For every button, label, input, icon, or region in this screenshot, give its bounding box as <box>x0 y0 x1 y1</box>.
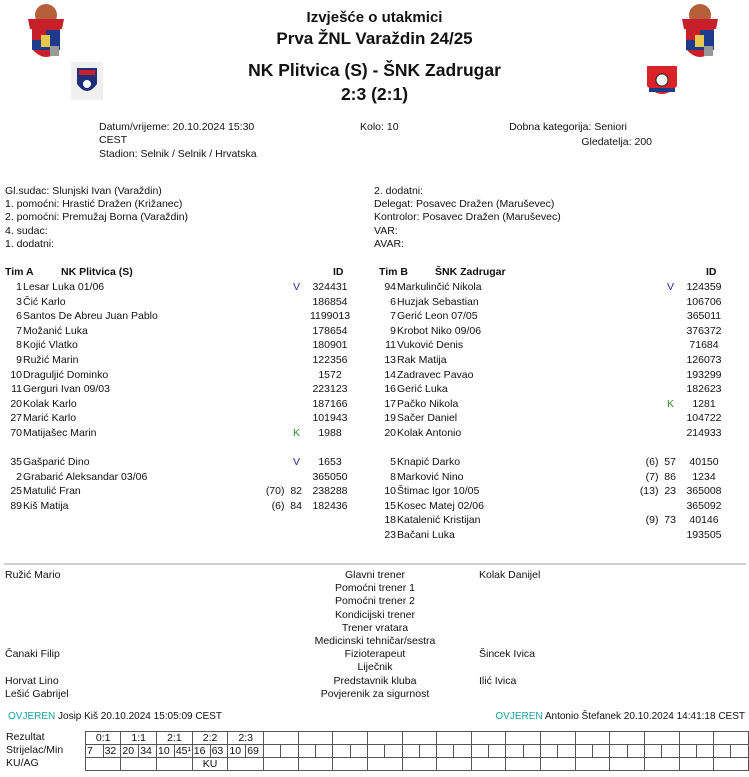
subs-substitution: (7) 86 <box>645 470 676 483</box>
league-title: Prva ŽNL Varaždin 24/25 <box>276 29 473 48</box>
scorer-minute-cell: 32 <box>103 745 121 758</box>
starters-player-id: 178654 <box>312 324 348 337</box>
verified-by-left: Josip Kiš 20.10.2024 15:05:09 CEST <box>58 711 223 722</box>
starters-name: Gerić Leon 07/05 <box>397 310 478 323</box>
score-label-kuag: KU/AG <box>6 757 39 769</box>
scorer-minute-cell <box>627 745 644 758</box>
starters-number: 6 <box>16 310 22 323</box>
official-right-item: Delegat: Posavec Dražen (Maruševec) <box>374 198 555 211</box>
team-b-name: ŠNK Zadrugar <box>435 266 506 278</box>
ku-ag-cell <box>157 758 193 771</box>
scorer-minute-cell <box>541 745 558 758</box>
starters-player-id: 376372 <box>686 324 722 337</box>
subs-name: Kosec Matej 02/06 <box>397 499 484 512</box>
score-result-cell <box>610 732 645 745</box>
starters-name: Santos De Abreu Juan Pablo <box>23 310 158 323</box>
starters-substitution <box>604 382 676 397</box>
verified-status-left: OVJEREN <box>8 711 56 722</box>
starters-substitution <box>230 382 302 397</box>
starters-name: Gerguri Ivan 09/03 <box>23 383 110 396</box>
starters-player-id: 1281 <box>692 397 716 410</box>
scorer-minute-cell <box>471 745 488 758</box>
scorer-minute-cell <box>454 745 471 758</box>
ku-ag-cell <box>575 758 610 771</box>
scorer-minute-cell <box>298 745 315 758</box>
starters-substitution <box>230 338 302 353</box>
starters-substitution <box>230 324 302 339</box>
score-result-cell <box>264 732 299 745</box>
starters-substitution <box>230 295 302 310</box>
starters-number: 19 <box>384 412 396 425</box>
starters-substitution <box>604 368 676 383</box>
subs-number: 10 <box>384 485 396 498</box>
verified-by-right: Antonio Štefanek 20.10.2024 14:41:18 CEST <box>544 711 745 722</box>
scorer-minute-cell <box>264 745 281 758</box>
official-left-item: 2. pomoćni: Premužaj Borna (Varaždin) <box>5 211 189 224</box>
match-round: Kolo: 10 <box>360 121 399 133</box>
staff-team-a: Horvat Lino <box>5 674 59 687</box>
starters-substitution <box>230 353 302 368</box>
staff-team-a: Lešić Gabrijel <box>5 687 69 700</box>
staff-role: Kondicijski trener <box>335 608 415 621</box>
subs-substitution: (9) 73 <box>645 514 676 527</box>
ku-ag-cell <box>437 758 472 771</box>
starters-name: Zadravec Pavao <box>397 368 474 381</box>
subs-player-id: 40150 <box>689 456 719 468</box>
score-result-cell: 1:1 <box>121 732 157 745</box>
ku-ag-cell <box>506 758 541 771</box>
official-left-item: 1. dodatni: <box>5 237 55 250</box>
starters-name: Vuković Denis <box>397 339 464 352</box>
starters-name: Gerić Luka <box>397 383 448 396</box>
starters-number: 7 <box>16 324 22 337</box>
starters-name: Huzjak Sebastian <box>397 295 479 308</box>
subs-player-id: 40146 <box>689 514 719 527</box>
starters-substitution <box>604 324 676 339</box>
starters-player-id: 122356 <box>312 354 348 366</box>
starters-number: 17 <box>384 397 396 410</box>
score-result-cell <box>471 732 506 745</box>
subs-player-id: 1234 <box>692 470 716 483</box>
staff-role: Predstavnik kluba <box>333 674 417 687</box>
subs-substitution <box>230 470 302 485</box>
starters-name: Možanić Luka <box>23 324 88 337</box>
score-result-cell: 0:1 <box>86 732 121 745</box>
match-timezone: CEST <box>99 134 128 146</box>
official-right-item: Kontrolor: Posavec Dražen (Maruševec) <box>374 211 561 224</box>
scorer-minute-cell <box>437 745 454 758</box>
official-left-item: Gl.sudac: Slunjski Ivan (Varaždin) <box>5 185 162 197</box>
starters-substitution <box>230 280 302 295</box>
starters-name: Kolak Antonio <box>397 427 462 439</box>
starters-substitution <box>604 338 676 353</box>
subs-player-id: 193505 <box>686 529 722 541</box>
starters-player-id: 106706 <box>686 295 722 308</box>
subs-name: Katalenić Kristijan <box>397 514 481 527</box>
official-left-item: 4. sudac: <box>5 224 48 237</box>
official-right-item: AVAR: <box>374 237 404 250</box>
starters-number: 20 <box>384 427 396 439</box>
starters-substitution <box>230 368 302 383</box>
starters-number: 14 <box>384 368 396 381</box>
ku-ag-cell <box>471 758 506 771</box>
scorer-minute-cell: 10 <box>157 745 175 758</box>
subs-player-id: 365092 <box>686 499 722 512</box>
score-result-cell <box>714 732 749 745</box>
starters-name: Ružić Marin <box>23 354 79 366</box>
scorer-minute-cell <box>662 745 679 758</box>
starters-player-id: 71684 <box>689 339 719 352</box>
scorer-minute-cell: 34 <box>139 745 157 758</box>
subs-substitution <box>604 528 676 543</box>
scorer-minute-cell <box>489 745 506 758</box>
subs-substitution: (6) 57 <box>645 456 676 468</box>
ku-ag-cell <box>402 758 437 771</box>
starters-number: 1 <box>16 281 22 293</box>
scorer-minute-cell <box>610 745 627 758</box>
scorer-minute-cell <box>402 745 419 758</box>
starters-player-id: 1988 <box>318 427 342 439</box>
subs-number: 25 <box>10 485 22 498</box>
starters-number: 20 <box>10 397 22 410</box>
subs-name: Gašparić Dino <box>23 456 90 468</box>
starters-role-mark: V <box>667 281 675 293</box>
starters-player-id: 186854 <box>312 295 348 308</box>
starters-number: 11 <box>385 339 396 352</box>
subs-player-id: 1653 <box>318 456 342 468</box>
verification-right <box>495 711 745 722</box>
match-datetime: Datum/vrijeme: 20.10.2024 15:30 <box>99 121 255 133</box>
ku-ag-cell <box>679 758 714 771</box>
starters-role-mark: K <box>667 397 675 410</box>
ku-ag-cell <box>264 758 299 771</box>
subs-substitution: (70) 82 <box>265 485 302 498</box>
starters-player-id: 101943 <box>312 412 348 425</box>
starters-name: Matijašec Marin <box>23 427 97 439</box>
subs-number: 15 <box>384 499 396 512</box>
scorer-minute-cell <box>644 745 661 758</box>
staff-role: Pomoćni trener 2 <box>335 595 415 608</box>
score-result-cell <box>679 732 714 745</box>
starters-number: 10 <box>10 368 22 381</box>
score-result-cell <box>298 732 333 745</box>
starters-name: Draguljić Dominko <box>23 368 109 381</box>
subs-player-id: 365050 <box>312 470 348 483</box>
starters-player-id: 187166 <box>312 397 348 410</box>
ku-ag-cell <box>610 758 645 771</box>
subs-substitution: (6) 84 <box>271 499 302 512</box>
subs-role-mark: V <box>293 456 301 468</box>
scorer-minute-cell <box>333 745 350 758</box>
verification-left <box>8 711 222 722</box>
team-a-id-header: ID <box>333 266 344 278</box>
ku-ag-cell <box>367 758 402 771</box>
scorer-minute-cell <box>731 745 749 758</box>
starters-number: 16 <box>384 383 396 396</box>
subs-name: Štimac Igor 10/05 <box>397 485 480 498</box>
official-left-item: 1. pomoćni: Hrastić Dražen (Križanec) <box>5 198 183 211</box>
subs-name: Matulić Fran <box>23 485 81 498</box>
scorer-minute-cell <box>523 745 540 758</box>
starters-player-id: 182623 <box>686 383 722 396</box>
scorer-minute-cell <box>506 745 523 758</box>
starters-number: 11 <box>11 383 22 396</box>
staff-team-b: Ilić Ivica <box>479 674 517 687</box>
score-result-cell <box>575 732 610 745</box>
starters-number: 7 <box>390 310 396 323</box>
score-progression-table <box>85 731 749 771</box>
starters-role-mark: V <box>293 281 301 293</box>
verified-status-right: OVJEREN <box>495 711 543 722</box>
staff-team-b: Kolak Danijel <box>479 569 541 581</box>
team-a-label: Tim A <box>5 266 34 278</box>
starters-number: 13 <box>384 354 396 366</box>
subs-substitution <box>230 455 302 470</box>
staff-team-a: Ružić Mario <box>5 569 61 581</box>
subs-number: 8 <box>390 470 396 483</box>
starters-name: Rak Matija <box>397 354 447 366</box>
score-result-cell: 2:2 <box>192 732 228 745</box>
starters-name: Krobot Niko 09/06 <box>397 324 482 337</box>
ku-ag-cell <box>714 758 749 771</box>
subs-player-id: 365008 <box>686 485 722 498</box>
starters-substitution <box>230 411 302 426</box>
age-category: Dobna kategorija: Seniori <box>509 121 627 133</box>
staff-role: Fizioterapeut <box>344 648 406 661</box>
starters-substitution <box>604 426 676 441</box>
report-title: Izvješće o utakmici <box>306 9 443 26</box>
starters-substitution <box>604 353 676 368</box>
spectators: Gledatelja: 200 <box>581 136 652 148</box>
score-result-cell <box>437 732 472 745</box>
subs-number: 2 <box>16 470 22 483</box>
staff-team-b: Šincek Ivica <box>479 648 536 661</box>
scorer-minute-cell <box>419 745 436 758</box>
scorer-minute-cell: 20 <box>121 745 139 758</box>
scorer-minute-cell: 63 <box>210 745 228 758</box>
score-result-cell <box>333 732 368 745</box>
subs-player-id: 238288 <box>312 485 348 498</box>
subs-name: Grabarić Aleksandar 03/06 <box>23 470 148 483</box>
starters-player-id: 365011 <box>686 310 722 323</box>
starters-number: 70 <box>10 427 22 439</box>
starters-role-mark: K <box>293 427 301 439</box>
match-score: 2:3 (2:1) <box>340 84 409 104</box>
ku-ag-cell <box>298 758 333 771</box>
ku-ag-cell <box>333 758 368 771</box>
subs-number: 35 <box>10 456 22 468</box>
score-result-cell <box>644 732 679 745</box>
scorer-minute-cell: 10 <box>228 745 246 758</box>
subs-number: 89 <box>10 499 22 512</box>
starters-name: Čić Karlo <box>23 295 66 308</box>
scorer-minute-cell <box>281 745 298 758</box>
scorer-minute-cell <box>592 745 609 758</box>
scorer-minute-cell <box>315 745 332 758</box>
subs-name: Knapić Darko <box>397 456 461 468</box>
starters-name: Lesar Luka 01/06 <box>23 281 105 293</box>
starters-number: 6 <box>390 295 396 308</box>
scorer-minute-cell: 16 <box>192 745 210 758</box>
subs-number: 23 <box>384 529 396 541</box>
score-result-cell <box>506 732 541 745</box>
starters-name: Kolak Karlo <box>23 397 77 410</box>
score-result-cell <box>367 732 402 745</box>
starters-name: Kojić Vlatko <box>23 339 78 352</box>
ku-ag-cell <box>228 758 264 771</box>
subs-player-id: 182436 <box>312 499 348 512</box>
starters-player-id: 193299 <box>686 368 722 381</box>
starters-number: 9 <box>16 354 22 366</box>
ku-ag-cell: KU <box>192 758 228 771</box>
scorer-minute-cell: 7 <box>86 745 104 758</box>
staff-role: Trener vratara <box>341 621 409 634</box>
scorer-minute-cell: 45¹ <box>175 745 191 757</box>
starters-player-id: 324431 <box>312 281 348 293</box>
starters-player-id: 180901 <box>312 339 348 352</box>
starters-substitution <box>230 309 302 324</box>
starters-substitution <box>230 426 302 441</box>
section-divider <box>4 563 746 565</box>
starters-player-id: 126073 <box>686 354 722 366</box>
starters-number: 3 <box>16 295 22 308</box>
subs-substitution <box>604 499 676 514</box>
starters-substitution <box>604 295 676 310</box>
starters-substitution <box>604 411 676 426</box>
starters-player-id: 214933 <box>686 427 722 439</box>
staff-role: Medicinski tehničar/sestra <box>314 635 436 647</box>
scorer-minute-cell <box>714 745 731 758</box>
starters-name: Pačko Nikola <box>397 397 459 410</box>
starters-substitution <box>604 309 676 324</box>
subs-substitution: (13) 23 <box>639 485 676 498</box>
ku-ag-cell <box>86 758 121 771</box>
staff-role: Povjerenik za sigurnost <box>320 687 430 700</box>
scorer-minute-cell <box>350 745 367 758</box>
score-label-scorer: Strijelac/Min <box>6 744 64 756</box>
score-result-cell: 2:3 <box>228 732 264 745</box>
starters-name: Markulinčić Nikola <box>397 281 482 293</box>
starters-substitution <box>230 397 302 412</box>
score-label-result: Rezultat <box>6 731 45 743</box>
score-result-cell <box>402 732 437 745</box>
official-right-item: VAR: <box>374 224 398 237</box>
staff-role: Pomoćni trener 1 <box>335 582 415 595</box>
ku-ag-cell <box>121 758 157 771</box>
starters-player-id: 1572 <box>318 368 342 381</box>
ku-ag-cell <box>541 758 576 771</box>
scorer-minute-cell <box>696 745 713 758</box>
scorer-minute-cell <box>679 745 696 758</box>
subs-name: Kiš Matija <box>23 499 69 512</box>
staff-role: Glavni trener <box>344 569 406 581</box>
scorer-minute-cell <box>367 745 384 758</box>
subs-name: Marković Nino <box>397 470 464 483</box>
scorer-minute-cell <box>558 745 575 758</box>
match-stadium: Stadion: Selnik / Selnik / Hrvatska <box>99 148 257 160</box>
score-result-cell <box>541 732 576 745</box>
official-right-item: 2. dodatni: <box>374 185 424 197</box>
starters-number: 27 <box>10 412 22 425</box>
staff-role: Liječnik <box>357 661 393 674</box>
starters-player-id: 104722 <box>686 412 722 425</box>
scorer-minute-cell <box>575 745 592 758</box>
starters-name: Sačer Daniel <box>397 412 458 425</box>
subs-number: 5 <box>390 456 396 468</box>
starters-substitution <box>604 397 676 412</box>
team-a-name: NK Plitvica (S) <box>61 266 133 278</box>
starters-substitution <box>604 280 676 295</box>
starters-number: 9 <box>390 324 396 337</box>
starters-number: 94 <box>384 281 396 293</box>
starters-player-id: 124359 <box>686 281 722 293</box>
ku-ag-cell <box>644 758 679 771</box>
scorer-minute-cell: 69 <box>246 745 264 758</box>
starters-name: Marić Karlo <box>23 412 77 425</box>
subs-name: Bačani Luka <box>397 529 455 541</box>
match-title: NK Plitvica (S) - ŠNK Zadrugar <box>248 60 501 80</box>
subs-number: 18 <box>384 514 396 527</box>
starters-number: 8 <box>16 339 22 352</box>
scorer-minute-cell <box>385 745 402 758</box>
staff-team-a: Čanaki Filip <box>5 648 60 661</box>
starters-player-id: 1199013 <box>309 310 351 323</box>
team-b-label: Tim B <box>379 266 408 278</box>
score-result-cell: 2:1 <box>157 732 193 745</box>
team-b-id-header: ID <box>706 266 717 278</box>
starters-player-id: 223123 <box>312 383 348 396</box>
